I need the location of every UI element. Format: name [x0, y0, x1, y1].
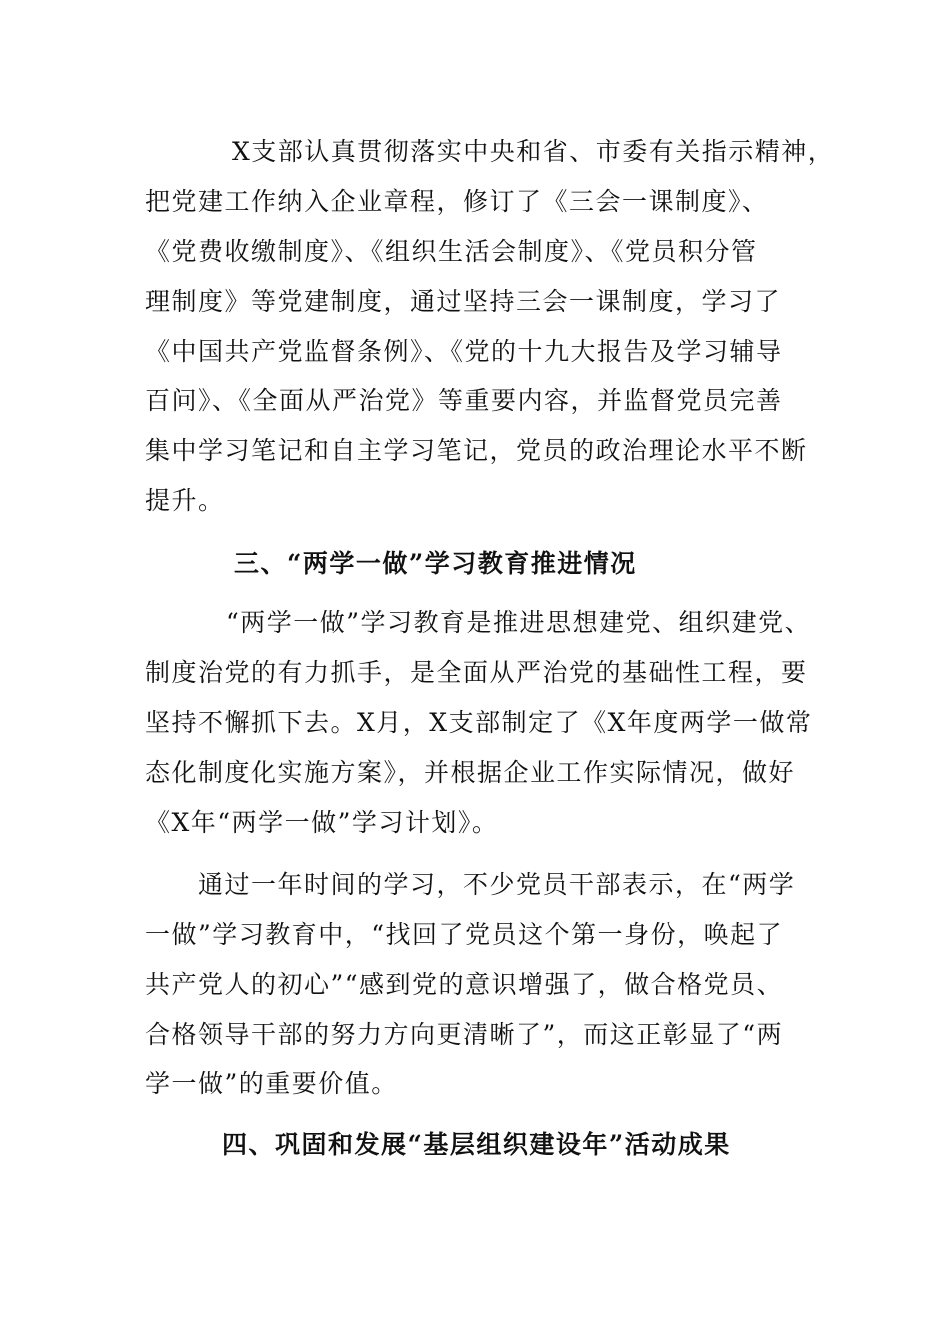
paragraph-line: 共产党人的初心”“感到党的意识增强了，做合格党员、: [145, 970, 784, 999]
paragraph-line: 制度治党的有力抓手，是全面从严治党的基础性工程，要: [145, 658, 808, 687]
paragraph-line: 学一做”的重要价值。: [145, 1069, 398, 1098]
paragraph-line: 坚持不懈抓下去。X月，X支部制定了《X年度两学一做常: [145, 708, 813, 737]
paragraph-line: “两学一做”学习教育是推进思想建党、组织建党、: [226, 608, 812, 637]
paragraph-line: 一做”学习教育中，“找回了党员这个第一身份，唤起了: [145, 920, 784, 949]
paragraph-line: 《X年“两学一做”学习计划》。: [145, 808, 499, 837]
paragraph-line: 通过一年时间的学习，不少党员干部表示，在“两学: [198, 870, 796, 899]
paragraph-line: 《中国共产党监督条例》、《党的十九大报告及学习辅导: [145, 337, 783, 366]
paragraph-line: 把党建工作纳入企业章程，修订了《三会一课制度》、: [145, 187, 769, 216]
section-heading-three: 三、“两学一做”学习教育推进情况: [234, 549, 637, 578]
section-heading-four: 四、巩固和发展“基层组织建设年”活动成果: [222, 1130, 731, 1159]
paragraph-line: X支部认真贯彻落实中央和省、市委有关指示精神，: [232, 137, 835, 166]
paragraph-line: 理制度》等党建制度，通过坚持三会一课制度，学习了: [145, 287, 782, 316]
paragraph-line: 态化制度化实施方案》，并根据企业工作实际情况，做好: [145, 758, 796, 787]
paragraph-line: 提升。: [145, 486, 225, 515]
paragraph-line: 合格领导干部的努力方向更清晰了”，而这正彰显了“两: [145, 1020, 784, 1049]
paragraph-line: 《党费收缴制度》、《组织生活会制度》、《党员积分管: [145, 237, 758, 266]
paragraph-line: 百问》、《全面从严治党》等重要内容，并监督党员完善: [145, 386, 783, 415]
paragraph-line: 集中学习笔记和自主学习笔记，党员的政治理论水平不断: [145, 436, 808, 465]
